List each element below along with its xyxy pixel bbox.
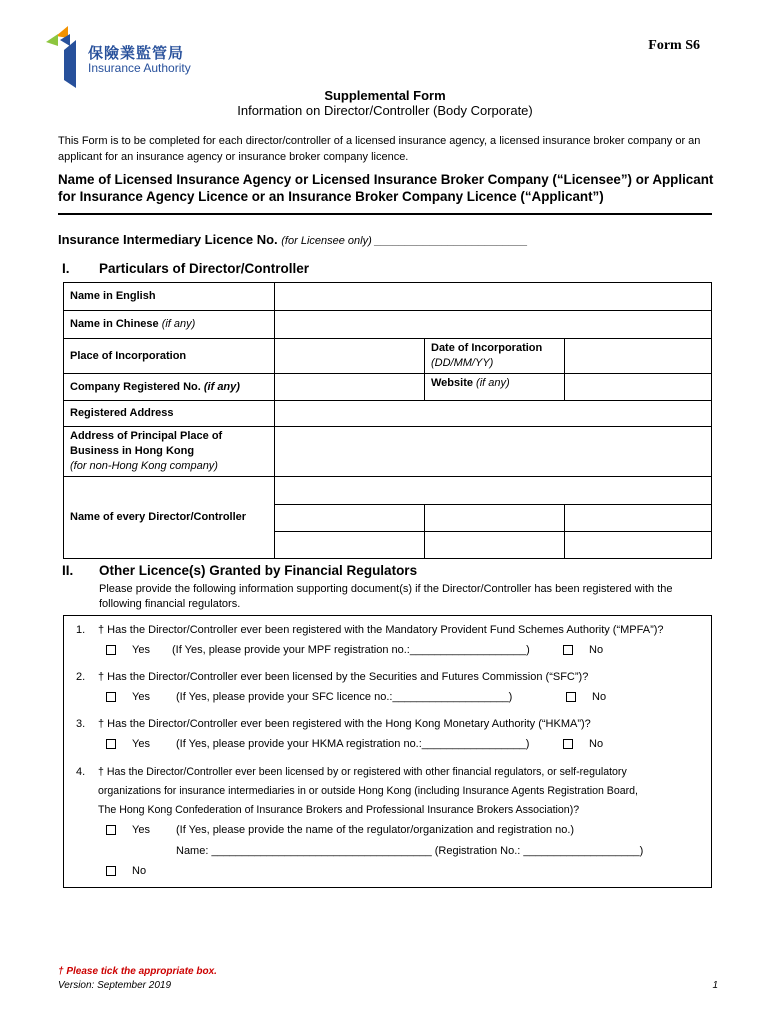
licence-number-field[interactable] — [58, 232, 528, 247]
section1-numeral: I. — [62, 261, 70, 276]
directors-input-2b[interactable] — [425, 505, 565, 532]
q4-no-option[interactable]: No — [106, 865, 146, 877]
q1-text: † Has the Director/Controller ever been registered with the Mandatory Provident Fund Schemes Authority (“MPFA”)? — [98, 624, 664, 636]
logo-chinese-text: 保險業監管局 — [88, 45, 185, 62]
q1-detail: (If Yes, please provide your MPF registration no.:___________________) — [172, 644, 530, 656]
place-of-incorporation-input[interactable] — [275, 339, 425, 374]
q2-yes-checkbox[interactable] — [106, 692, 116, 702]
section2-intro: Please provide the following information supporting document(s) if the Director/Controller has been registered with the following financial regulators. — [99, 583, 673, 610]
q2-text: † Has the Director/Controller ever been licensed by the Securities and Futures Commission (“SFC”)? — [98, 671, 589, 683]
website-label: Website (if any) — [425, 374, 565, 401]
q1-yes-checkbox[interactable] — [106, 645, 116, 655]
website-input[interactable] — [565, 374, 712, 401]
licence-number-note: (for Licensee only) _________________________ — [281, 235, 528, 247]
q3-no-option[interactable]: No — [563, 738, 603, 750]
q1-no-checkbox[interactable] — [563, 645, 573, 655]
heading-rule — [58, 213, 712, 215]
registered-address-label: Registered Address — [64, 401, 275, 427]
q1-no-option[interactable]: No — [563, 644, 603, 656]
licensee-name-heading: Name of Licensed Insurance Agency or Licensed Insurance Broker Company (“Licensee”) or Applicant for Insurance Agency Licence or an Insurance Broker Company Licence (“Applicant”) — [58, 172, 714, 204]
licence-number-label: Insurance Intermediary Licence No. — [58, 232, 278, 247]
q3-detail: (If Yes, please provide your HKMA registration no.:_________________) — [176, 738, 530, 750]
principal-place-input[interactable] — [275, 427, 712, 477]
q4-text-line1: † Has the Director/Controller ever been licensed by or registered with other financial regulators, or self-regulatory — [98, 766, 627, 778]
company-registered-no-label: Company Registered No. (if any) — [64, 374, 275, 401]
q3-no-checkbox[interactable] — [563, 739, 573, 749]
directors-label: Name of every Director/Controller — [64, 477, 275, 559]
registered-address-input[interactable] — [275, 401, 712, 427]
logo-english-text: Insurance Authority — [88, 61, 191, 75]
q4-text-line2: organizations for insurance intermediaries in or outside Hong Kong (including Insurance Agents Registration Board, — [98, 785, 639, 797]
q3-yes-checkbox[interactable] — [106, 739, 116, 749]
q1-number: 1. — [76, 624, 86, 636]
q4-name-field[interactable]: Name: ____________________________________ (Registration No.: ___________________) — [176, 845, 644, 857]
q3-text: † Has the Director/Controller ever been registered with the Hong Kong Monetary Authority (“HKMA”)? — [98, 718, 591, 730]
section2-title: Other Licence(s) Granted by Financial Regulators — [99, 563, 418, 578]
date-of-incorporation-label: Date of Incorporation (DD/MM/YY) — [425, 339, 565, 374]
q3-yes-option[interactable]: Yes — [106, 738, 150, 750]
director-particulars-table — [63, 282, 712, 559]
directors-input-3a[interactable] — [275, 532, 425, 559]
directors-input-2a[interactable] — [275, 505, 425, 532]
form-subtitle: Information on Director/Controller (Body Corporate) — [237, 103, 533, 118]
form-intro: This Form is to be completed for each director/controller of a licensed insurance agency, a licensed insurance broker company or an applicant for an insurance agency or insurance broker company licence. — [58, 135, 701, 163]
page-number: 1 — [712, 980, 718, 991]
q2-yes-option[interactable]: Yes — [106, 691, 150, 703]
q4-text-line3: The Hong Kong Confederation of Insurance Brokers and Professional Insurance Brokers Association)? — [98, 804, 580, 816]
place-of-incorporation-label: Place of Incorporation — [64, 339, 275, 374]
q2-number: 2. — [76, 671, 86, 683]
form-number: Form S6 — [648, 38, 700, 53]
directors-input-3b[interactable] — [425, 532, 565, 559]
section1-title: Particulars of Director/Controller — [99, 261, 310, 276]
name-chinese-label: Name in Chinese (if any) — [64, 311, 275, 339]
name-chinese-input[interactable] — [275, 311, 712, 339]
name-english-label: Name in English — [64, 283, 275, 311]
date-of-incorporation-input[interactable] — [565, 339, 712, 374]
section2-numeral: II. — [62, 563, 74, 578]
directors-input-2c[interactable] — [565, 505, 712, 532]
q1-yes-option[interactable]: Yes — [106, 644, 150, 656]
principal-place-label: Address of Principal Place of Business in Hong Kong (for non-Hong Kong company) — [64, 427, 275, 477]
company-registered-no-input[interactable] — [275, 374, 425, 401]
q4-yes-checkbox[interactable] — [106, 825, 116, 835]
version-text: Version: September 2019 — [58, 980, 172, 991]
q4-yes-option[interactable]: Yes — [106, 824, 150, 836]
q4-no-checkbox[interactable] — [106, 866, 116, 876]
q4-detail: (If Yes, please provide the name of the regulator/organization and registration no.) — [176, 824, 575, 836]
q4-number: 4. — [76, 766, 86, 778]
name-english-input[interactable] — [275, 283, 712, 311]
q3-number: 3. — [76, 718, 86, 730]
q2-no-option[interactable]: No — [566, 691, 606, 703]
tick-note: † Please tick the appropriate box. — [58, 966, 217, 977]
directors-input-3c[interactable] — [565, 532, 712, 559]
q2-no-checkbox[interactable] — [566, 692, 576, 702]
form-title: Supplemental Form — [324, 88, 446, 103]
q2-detail: (If Yes, please provide your SFC licence no.:___________________) — [176, 691, 513, 703]
directors-input-row-1[interactable] — [275, 477, 712, 505]
